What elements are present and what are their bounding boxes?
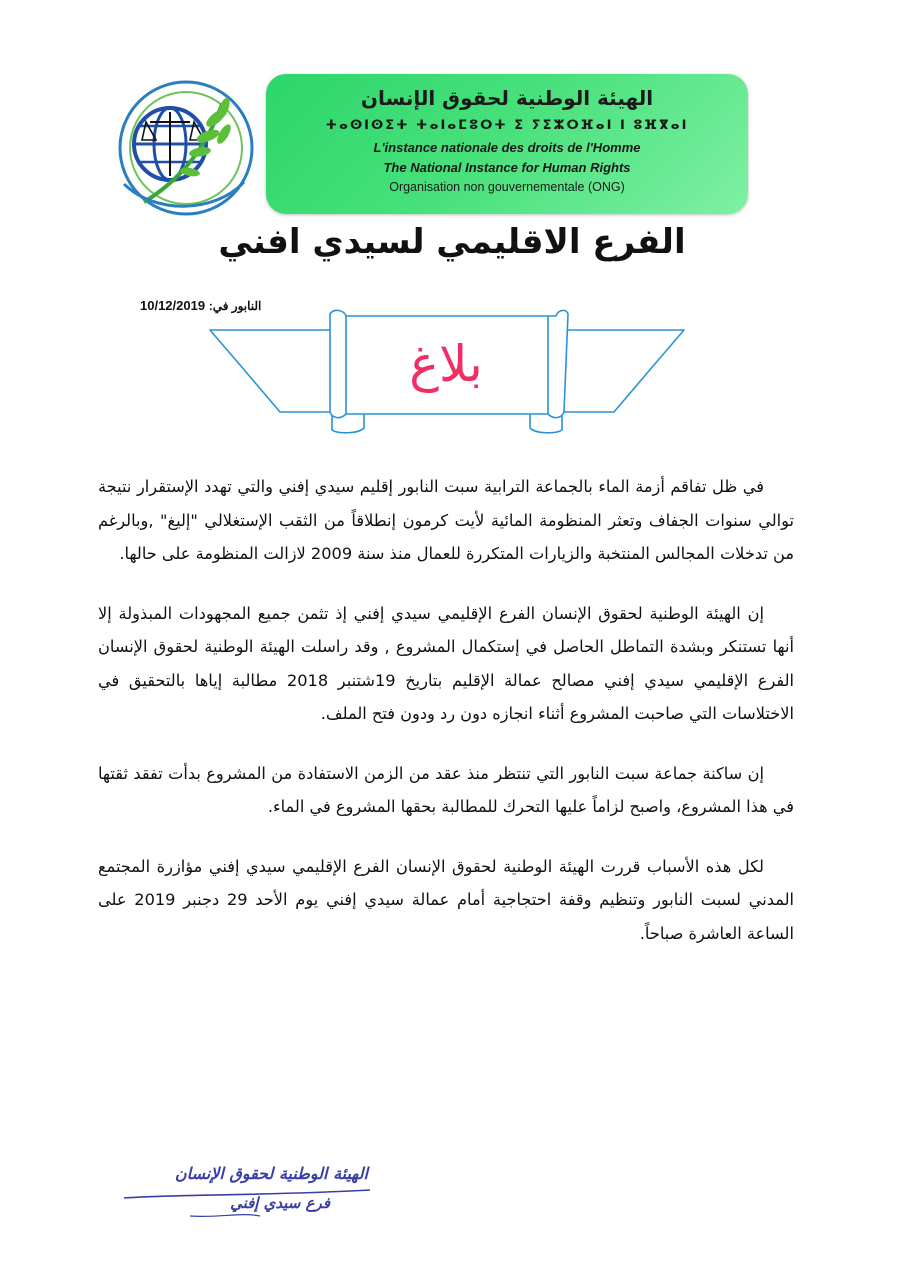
paragraph: إن ساكنة جماعة سبت النابور التي تنتظر منذ عقد من الزمن الاستفادة من المشروع بدأت تفقد ثقتها في هذا المشروع، واصبح لزاماً عليها التحرك للمطالبة بحقها المشروع في الماء. [98,763,794,816]
signature-stamp [120,1160,380,1230]
paragraph: لكل هذه الأسباب قررت الهيئة الوطنية لحقوق الإنسان الفرع الإقليمي سيدي إفني مؤازرة المجتمع المدني لسبت النابور وتنظيم وقفة احتجاجية أمام عمالة سيدي إفني يوم الأحد 29 دجنبر 2019 على الساعة العاشرة صباحاً. [98,856,794,943]
signature-line-2: فرع سيدي إفني [230,1194,330,1212]
date-value: 10/12/2019 [140,298,206,313]
notice-body [98,470,794,976]
branch-title: الفرع الاقليمي لسيدي افني [218,222,686,262]
header-banner [266,74,748,214]
signature-line-1: الهيئة الوطنية لحقوق الإنسان [174,1164,368,1183]
org-type: Organisation non gouvernementale (ONG) [389,180,625,194]
paragraph: في ظل تفاقم أزمة الماء بالجماعة الترابية سبت النابور إقليم سيدي إفني والتي تهدد الإستقرار نتيجة توالي سنوات الجفاف وتعثر المنظومة المائية لأيت كرمون إنطلاقاً من الثقب الإستغلالي "إليغ" ,وبالرغم من تدخلات المجالس المنتخبة والزيارات المتكررة للعمال منذ سنة 2009 لازالت المنظومة على حالها. [98,477,794,563]
org-name-english: The National Instance for Human Rights [383,160,631,175]
paragraph: إن الهيئة الوطنية لحقوق الإنسان الفرع الإقليمي سيدي إفني إذ تثمن جميع المجهودات المبذولة إلا أنها تستنكر وبشدة التماطل الحاصل في إستكمال المشروع , وقد راسلت الهيئة الوطنية لحقوق الإنسان الفرع الإقليمي سيدي إفني مصالح عمالة الإقليم بتاريخ 19شتنبر 2018 مطالبة إياها بالتحقيق في الاختلاسات التي صاحبت المشروع أثناء انجازه دون رد ودون فتح الملف. [98,603,794,723]
organization-logo [104,64,274,224]
date-label: النابور في: [208,299,262,313]
org-name-french: L'instance nationale des droits de l'Homme [373,140,641,155]
org-name-tifinagh: ⵜⴰⵙⵏⵙⵉⵜ ⵜⴰⵏⴰⵎⵓⵔⵜ ⵉ ⵢⵉⵣⵔⴼⴰⵏ ⵏ ⵓⴼⴳⴰⵏ [325,118,689,133]
org-name-arabic: الهيئة الوطنية لحقوق الإنسان [360,86,654,110]
notice-label: بلاغ [409,335,483,393]
